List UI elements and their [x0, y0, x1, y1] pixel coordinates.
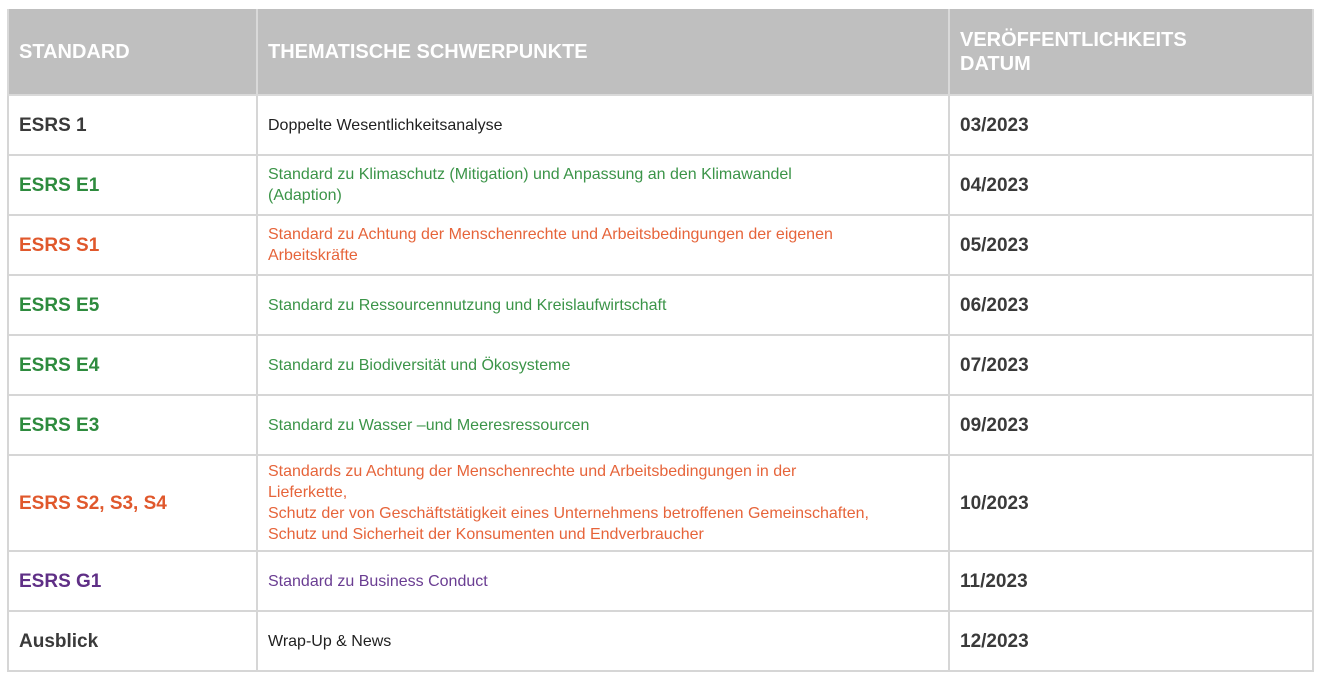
- standard-cell: ESRS E5: [8, 275, 257, 335]
- table-row: [8, 275, 1313, 335]
- date-cell: 11/2023: [949, 551, 1313, 611]
- description-line: Arbeitskräfte: [268, 247, 358, 264]
- header-date-line2: DATUM: [960, 52, 1031, 75]
- description-line: Doppelte Wesentlichkeitsanalyse: [268, 116, 503, 134]
- description-line: Schutz und Sicherheit der Konsumenten und Endverbraucher: [268, 526, 704, 543]
- description-line: Schutz der von Geschäftstätigkeit eines Unternehmens betroffenen Gemeinschaften,: [268, 505, 869, 522]
- table-header-row: [8, 9, 1313, 95]
- standard-cell: ESRS S1: [8, 215, 257, 275]
- description-line: Standard zu Ressourcennutzung und Kreislaufwirtschaft: [268, 296, 667, 314]
- description-cell: [257, 215, 949, 275]
- description-cell: [257, 155, 949, 215]
- description-line: Standard zu Business Conduct: [268, 572, 488, 590]
- standard-cell: ESRS S2, S3, S4: [8, 455, 257, 551]
- description-line: Standard zu Klimaschutz (Mitigation) und Anpassung an den Klimawandel: [268, 166, 792, 183]
- table-row: [8, 611, 1313, 671]
- date-cell: 05/2023: [949, 215, 1313, 275]
- esrs-schedule-table-container: [7, 9, 1312, 672]
- description-line: Standard zu Achtung der Menschenrechte und Arbeitsbedingungen der eigenen: [268, 226, 833, 243]
- table-row: [8, 551, 1313, 611]
- table-row: [8, 395, 1313, 455]
- description-cell: [257, 551, 949, 611]
- header-thematic-focus: THEMATISCHE SCHWERPUNKTE: [257, 9, 949, 95]
- standard-cell: ESRS E4: [8, 335, 257, 395]
- date-cell: 06/2023: [949, 275, 1313, 335]
- table-row: [8, 215, 1313, 275]
- table-row: [8, 95, 1313, 155]
- date-cell: 12/2023: [949, 611, 1313, 671]
- header-publication-date: [949, 9, 1313, 95]
- description-line: Wrap-Up & News: [268, 632, 392, 650]
- table-row: [8, 155, 1313, 215]
- standard-cell: ESRS 1: [8, 95, 257, 155]
- description-line: Lieferkette,: [268, 484, 348, 501]
- standard-cell: Ausblick: [8, 611, 257, 671]
- description-line: Standards zu Achtung der Menschenrechte und Arbeitsbedingungen in der: [268, 463, 797, 480]
- header-standard: STANDARD: [8, 9, 257, 95]
- table-row: [8, 335, 1313, 395]
- description-cell: [257, 335, 949, 395]
- table-row: [8, 455, 1313, 551]
- header-date-line1: VERÖFFENTLICHKEITS: [960, 28, 1187, 51]
- description-line: (Adaption): [268, 187, 342, 204]
- description-cell: [257, 275, 949, 335]
- date-cell: 09/2023: [949, 395, 1313, 455]
- standard-cell: ESRS E1: [8, 155, 257, 215]
- description-cell: [257, 611, 949, 671]
- date-cell: 03/2023: [949, 95, 1313, 155]
- date-cell: 04/2023: [949, 155, 1313, 215]
- description-cell: [257, 395, 949, 455]
- esrs-schedule-table: [7, 9, 1314, 672]
- description-cell: [257, 95, 949, 155]
- date-cell: 10/2023: [949, 455, 1313, 551]
- date-cell: 07/2023: [949, 335, 1313, 395]
- standard-cell: ESRS G1: [8, 551, 257, 611]
- description-cell: [257, 455, 949, 551]
- description-line: Standard zu Wasser –und Meeresressourcen: [268, 416, 590, 434]
- standard-cell: ESRS E3: [8, 395, 257, 455]
- description-line: Standard zu Biodiversität und Ökosysteme: [268, 356, 571, 374]
